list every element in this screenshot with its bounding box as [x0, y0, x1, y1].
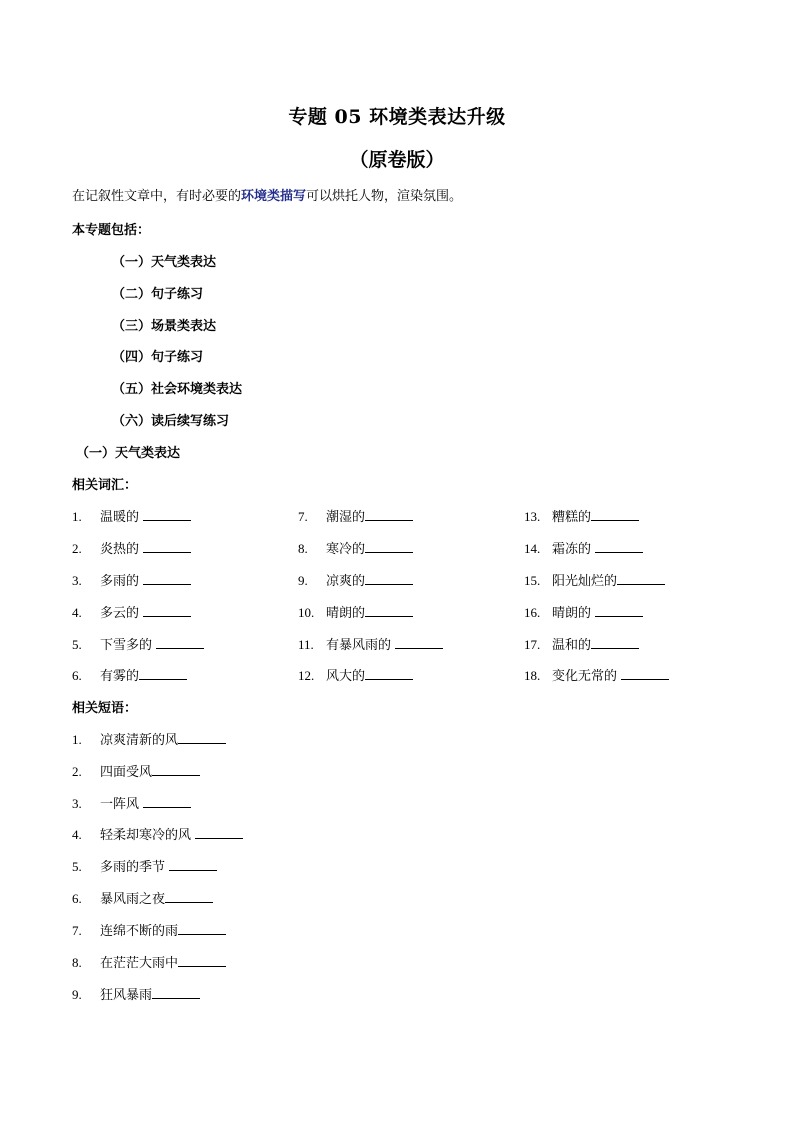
- answer-blank[interactable]: [139, 667, 187, 680]
- answer-blank[interactable]: [143, 540, 191, 553]
- toc-item: （五）社会环境类表达: [112, 382, 243, 397]
- vocab-number: 16.: [524, 605, 541, 620]
- vocab-item: [72, 570, 191, 589]
- phrase-item: [72, 856, 217, 875]
- phrase-item: [72, 952, 226, 971]
- intro-paragraph: [72, 185, 462, 204]
- page-subtitle: （原卷版）: [349, 149, 445, 171]
- vocab-item: [298, 634, 443, 653]
- answer-blank[interactable]: [152, 986, 200, 999]
- vocab-number: 1.: [72, 509, 82, 524]
- vocab-item: [72, 538, 191, 557]
- vocab-word: 糟糕的: [552, 510, 592, 525]
- phrase-item: [72, 729, 226, 748]
- vocab-word: 寒冷的: [326, 542, 366, 557]
- phrase-item: [72, 793, 191, 812]
- vocab-number: 13.: [524, 509, 541, 524]
- answer-blank[interactable]: [143, 604, 191, 617]
- phrase-number: 4.: [72, 827, 82, 842]
- vocab-item: [524, 570, 665, 589]
- toc-heading: 本专题包括：: [72, 223, 151, 238]
- vocab-word: 温暖的: [100, 510, 144, 525]
- phrase-item: [72, 888, 213, 907]
- vocab-number: 18.: [524, 668, 541, 683]
- phrase-heading: 相关短语：: [72, 701, 138, 716]
- phrase-number: 5.: [72, 859, 82, 874]
- vocab-word: 风大的: [326, 669, 366, 684]
- answer-blank[interactable]: [395, 636, 443, 649]
- vocab-item: [72, 665, 187, 684]
- answer-blank[interactable]: [165, 890, 213, 903]
- intro-text-before: 在记叙性文章中，有时必要的: [72, 189, 242, 204]
- vocab-item: [298, 570, 413, 589]
- vocab-heading: 相关词汇：: [72, 478, 138, 493]
- vocab-word: 温和的: [552, 638, 592, 653]
- vocab-word: 变化无常的: [552, 669, 622, 684]
- phrase-item: [72, 984, 200, 1003]
- vocab-number: 15.: [524, 573, 541, 588]
- answer-blank[interactable]: [365, 604, 413, 617]
- answer-blank[interactable]: [591, 508, 639, 521]
- answer-blank[interactable]: [143, 572, 191, 585]
- vocab-number: 7.: [298, 509, 308, 524]
- answer-blank[interactable]: [595, 540, 643, 553]
- vocab-word: 潮湿的: [326, 510, 366, 525]
- intro-text-after: 可以烘托人物，渲染氛围。: [306, 189, 463, 204]
- vocab-word: 阳光灿烂的: [552, 574, 618, 589]
- answer-blank[interactable]: [365, 667, 413, 680]
- answer-blank[interactable]: [591, 636, 639, 649]
- vocab-word: 下雪多的: [100, 638, 157, 653]
- phrase-number: 7.: [72, 923, 82, 938]
- answer-blank[interactable]: [143, 508, 191, 521]
- vocab-item: [298, 665, 413, 684]
- phrase-number: 8.: [72, 955, 82, 970]
- phrase-number: 6.: [72, 891, 82, 906]
- section-heading: （一）天气类表达: [76, 446, 181, 461]
- answer-blank[interactable]: [365, 540, 413, 553]
- phrase-number: 1.: [72, 732, 82, 747]
- phrase-number: 2.: [72, 764, 82, 779]
- vocab-word: 凉爽的: [326, 574, 366, 589]
- answer-blank[interactable]: [178, 922, 226, 935]
- vocab-number: 10.: [298, 605, 315, 620]
- phrase-text: 凉爽清新的风: [100, 733, 179, 748]
- answer-blank[interactable]: [152, 763, 200, 776]
- vocab-word: 晴朗的: [552, 606, 596, 621]
- vocab-number: 17.: [524, 637, 541, 652]
- answer-blank[interactable]: [365, 508, 413, 521]
- vocab-item: [524, 634, 639, 653]
- page-title: 专题 05 环境类表达升级: [288, 106, 506, 128]
- phrase-item: [72, 761, 200, 780]
- vocab-item: [524, 665, 669, 684]
- phrase-number: 3.: [72, 796, 82, 811]
- answer-blank[interactable]: [143, 795, 191, 808]
- vocab-number: 2.: [72, 541, 82, 556]
- answer-blank[interactable]: [178, 954, 226, 967]
- vocab-word: 多雨的: [100, 574, 144, 589]
- vocab-number: 6.: [72, 668, 82, 683]
- vocab-number: 8.: [298, 541, 308, 556]
- vocab-item: [524, 602, 643, 621]
- toc-item: （一）天气类表达: [112, 255, 217, 270]
- phrase-text: 在茫茫大雨中: [100, 956, 179, 971]
- vocab-word: 炎热的: [100, 542, 144, 557]
- phrase-text: 轻柔却寒冷的风: [100, 828, 196, 843]
- vocab-word: 多云的: [100, 606, 144, 621]
- phrase-text: 暴风雨之夜: [100, 892, 166, 907]
- answer-blank[interactable]: [169, 858, 217, 871]
- answer-blank[interactable]: [365, 572, 413, 585]
- vocab-number: 4.: [72, 605, 82, 620]
- phrase-text: 多雨的季节: [100, 860, 170, 875]
- vocab-item: [298, 506, 413, 525]
- phrase-text: 连绵不断的雨: [100, 924, 179, 939]
- vocab-number: 14.: [524, 541, 541, 556]
- phrase-text: 四面受风: [100, 765, 153, 780]
- toc-item: （二）句子练习: [112, 287, 204, 302]
- answer-blank[interactable]: [178, 731, 226, 744]
- vocab-number: 12.: [298, 668, 315, 683]
- vocab-item: [524, 506, 639, 525]
- vocab-word: 有暴风雨的: [326, 638, 396, 653]
- phrase-item: [72, 920, 226, 939]
- answer-blank[interactable]: [195, 826, 243, 839]
- vocab-word: 霜冻的: [552, 542, 596, 557]
- vocab-word: 晴朗的: [326, 606, 366, 621]
- vocab-item: [72, 506, 191, 525]
- vocab-number: 9.: [298, 573, 308, 588]
- phrase-text: 一阵风: [100, 797, 144, 812]
- vocab-item: [298, 602, 413, 621]
- answer-blank[interactable]: [156, 636, 204, 649]
- vocab-item: [298, 538, 413, 557]
- vocab-word: 有雾的: [100, 669, 140, 684]
- phrase-number: 9.: [72, 987, 82, 1002]
- toc-item: （四）句子练习: [112, 350, 204, 365]
- vocab-number: 5.: [72, 637, 82, 652]
- vocab-item: [72, 602, 191, 621]
- toc-item: （六）读后续写练习: [112, 414, 230, 429]
- answer-blank[interactable]: [595, 604, 643, 617]
- vocab-number: 3.: [72, 573, 82, 588]
- answer-blank[interactable]: [617, 572, 665, 585]
- answer-blank[interactable]: [621, 667, 669, 680]
- intro-highlight: 环境类描写: [241, 189, 307, 204]
- toc-item: （三）场景类表达: [112, 319, 217, 334]
- vocab-item: [524, 538, 643, 557]
- vocab-number: 11.: [298, 637, 314, 652]
- phrase-item: [72, 824, 243, 843]
- phrase-text: 狂风暴雨: [100, 988, 153, 1003]
- vocab-item: [72, 634, 204, 653]
